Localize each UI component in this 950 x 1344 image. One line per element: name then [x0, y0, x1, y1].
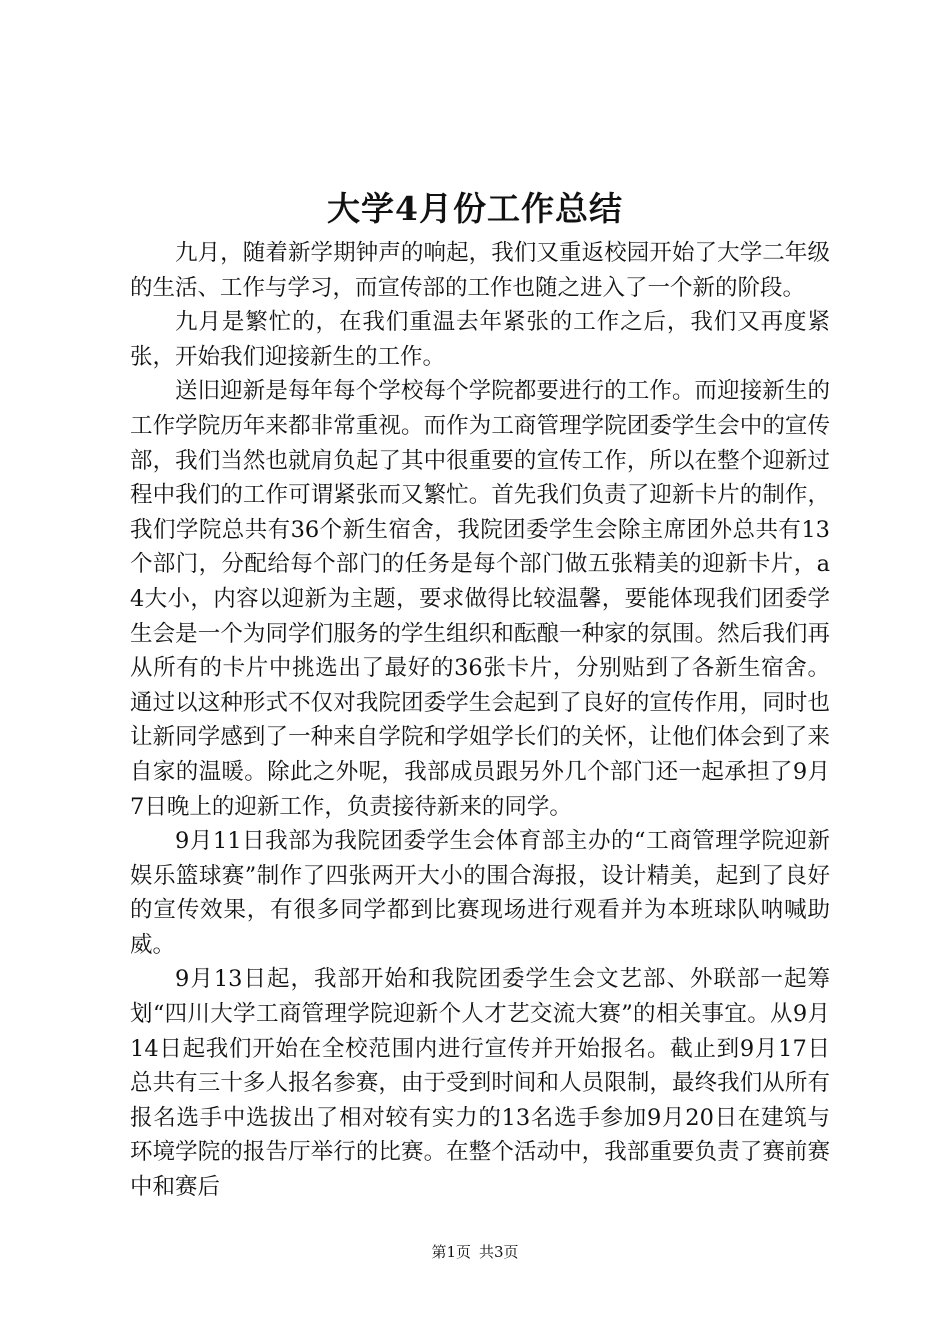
paragraph-4: 9月11日我部为我院团委学生会体育部主办的“工商管理学院迎新娱乐篮球赛”制作了四张两开大小的围合海报，设计精美，起到了良好的宣传效果，有很多同学都到比赛现场进行观看并为本班球队呐喊助威。 [130, 828, 830, 958]
page-total: 共3页 [479, 1243, 519, 1261]
document-body [130, 236, 830, 1205]
page-number: 第1页 [431, 1243, 471, 1261]
paragraph-2: 九月是繁忙的，在我们重温去年紧张的工作之后，我们又再度紧张，开始我们迎接新生的工作。 [130, 309, 830, 370]
paragraph-3: 送旧迎新是每年每个学校每个学院都要进行的工作。而迎接新生的工作学院历年来都非常重视。而作为工商管理学院团委学生会中的宣传部，我们当然也就肩负起了其中很重要的宣传工作，所以在整个迎新过程中我们的工作可谓紧张而又繁忙。首先我们负责了迎新卡片的制作，我们学院总共有36个新生宿舍，我院团委学生会除主席团外总共有13个部门，分配给每个部门的任务是每个部门做五张精美的迎新卡片，a4大小，内容以迎新为主题，要求做得比较温馨，要能体现我们团委学生会是一个为同学们服务的学生组织和酝酿一种家的氛围。然后我们再从所有的卡片中挑选出了最好的36张卡片，分别贴到了各新生宿舍。通过以这种形式不仅对我院团委学生会起到了良好的宣传作用，同时也让新同学感到了一种来自学院和学姐学长们的关怀，让他们体会到了来自家的温暖。除此之外呢，我部成员跟另外几个部门还一起承担了9月7日晚上的迎新工作，负责接待新来的同学。 [130, 378, 830, 820]
page-footer [0, 1242, 950, 1262]
document-title: 大学4月份工作总结 [327, 189, 623, 228]
paragraph-5: 9月13日起，我部开始和我院团委学生会文艺部、外联部一起筹划“四川大学工商管理学院迎新个人才艺交流大赛”的相关事宜。从9月14日起我们开始在全校范围内进行宣传并开始报名。截止到9月17日总共有三十多人报名参赛，由于受到时间和人员限制，最终我们从所有报名选手中选拔出了相对较有实力的13名选手参加9月20日在建筑与环境学院的报告厅举行的比赛。在整个活动中，我部重要负责了赛前赛中和赛后 [130, 966, 830, 1201]
paragraph-1: 九月，随着新学期钟声的响起，我们又重返校园开始了大学二年级的生活、工作与学习，而宣传部的工作也随之进入了一个新的阶段。 [130, 240, 830, 301]
